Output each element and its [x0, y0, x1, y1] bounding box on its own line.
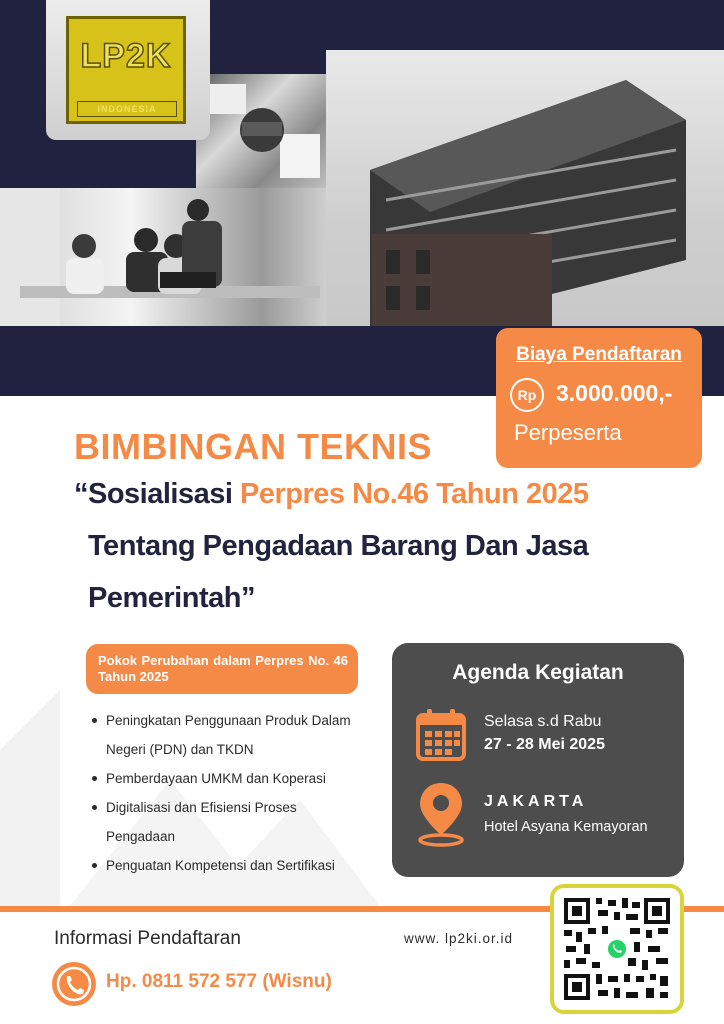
team-meeting-photo [0, 188, 328, 326]
qr-code[interactable] [562, 896, 672, 1002]
website-link[interactable]: www. lp2ki.or.id [404, 931, 514, 946]
phone-number[interactable]: Hp. 0811 572 577 (Wisnu) [106, 971, 332, 992]
event-title-line-1-dark: “Sosialisasi [74, 478, 240, 510]
list-item: Pemberdayaan UMKM dan Koperasi [88, 764, 388, 793]
fee-unit: Perpeserta [514, 420, 622, 445]
logo-main-text: LP2K [80, 37, 172, 75]
teamwork-hands-photo [196, 74, 328, 188]
agenda-date: 27 - 28 Mei 2025 [484, 736, 605, 753]
fee-amount: 3.000.000,- [556, 380, 673, 406]
fee-title: Biaya Pendaftaran [516, 344, 682, 365]
logo-sub-text: INDONESIA [77, 101, 177, 117]
registration-info-label: Informasi Pendaftaran [54, 928, 241, 949]
calendar-icon [416, 707, 466, 761]
whatsapp-icon [606, 938, 628, 960]
agenda-venue: Hotel Asyana Kemayoran [484, 819, 648, 835]
fee-box [496, 328, 702, 468]
currency-badge: Rp [510, 378, 544, 412]
agenda-day: Selasa s.d Rabu [484, 713, 602, 730]
changes-heading-pill [86, 644, 358, 694]
event-title-line-2: Tentang Pengadaan Barang Dan Jasa [88, 530, 589, 562]
changes-heading: Pokok Perubahan dalam Perpres No. 46 Tahun 2025 [98, 653, 348, 684]
location-pin-icon [416, 781, 466, 847]
lp2k-logo [66, 16, 186, 124]
event-title-line-1 [74, 478, 589, 511]
changes-list [88, 706, 388, 880]
list-item: Peningkatan Penggunaan Produk Dalam Negeri (PDN) dan TKDN [88, 706, 351, 764]
event-title-line-3: Pemerintah” [88, 582, 255, 614]
list-item: Penguatan Kompetensi dan Sertifikasi [88, 851, 388, 880]
agenda-title: Agenda Kegiatan [452, 661, 624, 684]
list-item: Digitalisasi dan Efisiensi Proses Pengadaan [88, 793, 341, 851]
event-type-title: BIMBINGAN TEKNIS [74, 426, 432, 467]
agenda-city: JAKARTA [484, 793, 588, 810]
agenda-card [392, 643, 684, 877]
qr-code-frame [550, 884, 684, 1014]
building-photo [326, 50, 724, 326]
event-title-line-1-accent: Perpres No.46 Tahun 2025 [240, 478, 589, 510]
phone-icon [52, 962, 96, 1006]
